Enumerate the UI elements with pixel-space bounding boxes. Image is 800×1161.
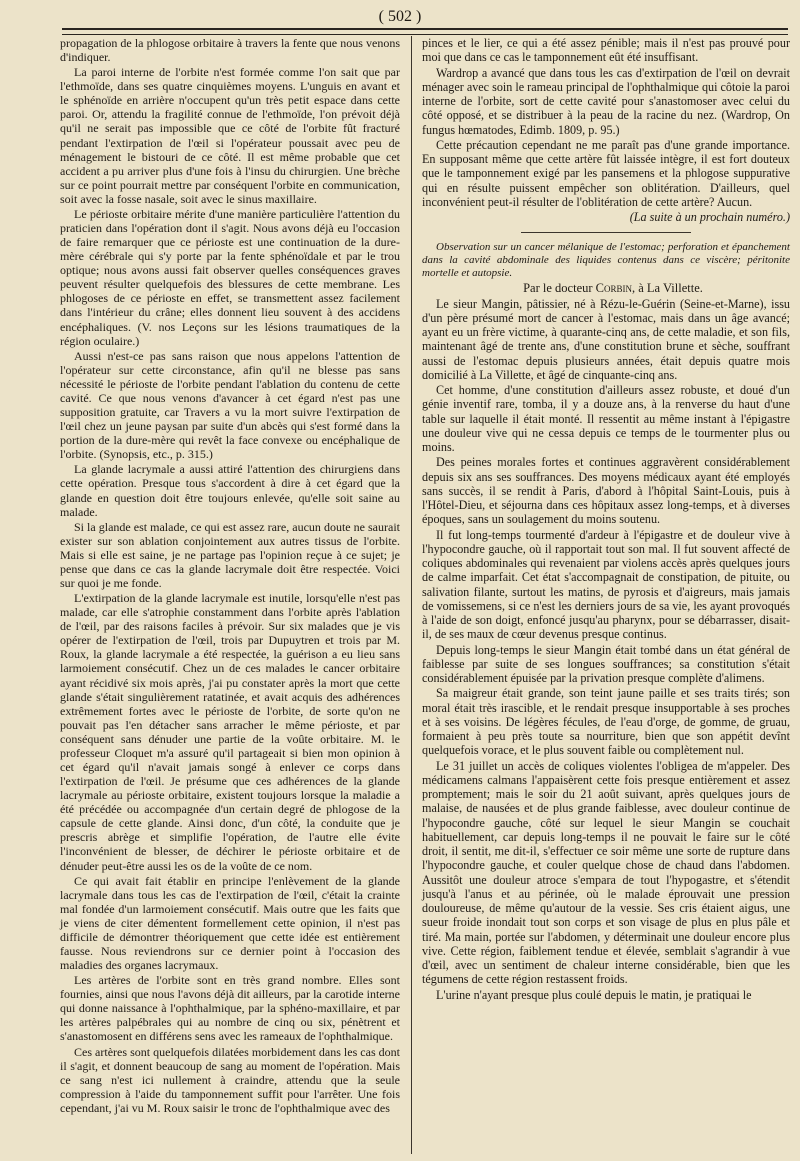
paragraph: Il fut long-temps tourmenté d'ardeur à l'épigastre et de douleur vive à l'hypocondre gauche, où il rapportait tout son mal. Il fut souvent affecté de coliques abdominales qui revenaient par violens accès après quelques jours de calme imparfait. Cet état s'accompagnait de constipation, de pituite, ou salivation filante, surtout les matins, de pyrosis et d'aigreurs, mais jamais de vomissemens, si ce n'est les derniers jours de sa vie, les ayant provoqués à l'aide de son doigt, enfoncé jusqu'au pharynx, pour se débarrasser, disait-il, de ses maux de cœur devenus presque continus. xyxy=(422,527,790,642)
page-number: ( 502 ) xyxy=(378,8,422,25)
paragraph: Le 31 juillet un accès de coliques violentes l'obligea de m'appeler. Des médicamens calmans l'appaisèrent cette fois presque entièrement et assez promptement; mais le soir du 21 août suivant, après quelques jours de malaise, de nausées et de plus grande faiblesse, avec douleur continue de l'hypocondre gauche, côté sur lequel le sieur Mangin se couchait habituellement, car depuis long-temps il ne pouvait le faire sur le côté droit, il sentit, me dit-il, s'effectuer ce soir même une sorte de rupture dans l'hypocondre gauche, et couler quelque chose de chaud dans l'abdomen. Aussitôt une douleur atroce s'empara de tout l'hypogastre, et s'étendit jusqu'à l'anus et au périnée, où le malade éprouvait une pression douloureuse, de même qu'autour de la vessie. Ses cris étaient aigus, une sueur froide inondait tout son corps et son visage de plus en plus pâle et tiré. Ma main, portée sur l'abdomen, y déterminait une douleur encore plus vive. Cette région, faiblement tendue et élevée, semblait s'agrandir à vue d'œil, avec un sentiment de chaleur interne considérable, bien que les tégumens de cette région restassent froids. xyxy=(422,758,790,987)
paragraph: L'extirpation de la glande lacrymale est inutile, lorsqu'elle n'est pas malade, car elle s'atrophie constamment dans l'orbite après l'ablation de l'œil, par des raisons faciles à prévoir. Sur six malades que je vis opérer de l'extirpation de l'œil, trois par Dupuytren et trois par M. Roux, la glande lacrymale a été respectée, la guérison a eu lieu sans larmoiement consécutif. Chez un de ces malades le cancer orbitaire ayant récidivé six mois après, j'ai pu constater après la mort que cette glande s'était singulièrement ratatinée, et avait acquis des adhérences extrêmement fortes avec le périoste de l'orbite, de sorte qu'on ne pouvait pas l'en détacher sans arracher le même périoste, et par conséquent sans dénuder une partie de la voûte orbitaire. M. le professeur Cloquet m'a assuré qu'il partageait si bien mon opinion à cet égard qu'il n'avait jamais songé à enlever ce corps dans l'extirpation de l'œil. Je présume que ces adhérences de la glande lacrymale au périoste orbitaire, existent toujours lorsque la maladie a été précédée ou accompagnée d'un certain degré de phlogose de la capsule de cette glande. Ainsi donc, d'un côté, la conduite que je prescris abrège et simplifie l'opération, de l'autre elle évite l'inconvénient de blesser, de déchirer le périoste orbitaire et de dénuder peut-être aussi les os de la voûte de ce nom. xyxy=(60,591,400,873)
paragraph: Sa maigreur était grande, son teint jaune paille et ses traits tirés; son moral était très irascible, et le rendait presque insupportable à ses proches et à ses voisins. De légères fécules, de l'eau d'orge, de gomme, de gruau, formaient à peu près toute sa nourriture, bien que son appétit devînt quelquefois vorace, et le plus souvent faible ou complètement nul. xyxy=(422,686,790,758)
right-column-continuation xyxy=(422,36,790,209)
paragraph: La paroi interne de l'orbite n'est formée comme l'on sait que par l'ethmoïde, dans ses quatre cinquièmes moyens. L'unguis en avant et le sphénoïde en arrière n'occupent qu'un très petit espace dans cette paroi. Or, attendu la fragilité connue de l'ethmoïde, l'on prévoit déjà qu'il ne serait pas impossible que ce côté de l'orbite fût fracturé pendant l'extirpation de l'œil si l'opérateur poussait avec peu de ménagement le bistouri de ce côté. Il est même probable que cet accident a pu arriver plus d'une fois à l'insu du chirurgien. Une brèche sur ce point pourrait mettre par conséquent l'orbite en communication, soit avec la fosse nasale, soit avec le sinus maxillaire. xyxy=(60,65,400,206)
paragraph: Aussi n'est-ce pas sans raison que nous appelons l'attention de l'opérateur sur cette circonstance, afin qu'il ne blesse pas sans nécessité le périoste de l'orbite pendant l'ablation du contenu de cette cavité. Ce que nous venons d'avancer à cet égard n'est pas une supposition gratuite, car Travers a vu la mort suivre l'extirpation de l'œil chez un jeune paysan par suite d'un abcès qui s'est formé dans la portion de la dure-mère qui revêt la face convexe ou encéphalique de l'orbite. (Synopsis, etc., p. 315.) xyxy=(60,348,400,462)
continuation-note: (La suite à un prochain numéro.) xyxy=(629,210,790,224)
column-divider xyxy=(411,36,412,1154)
paragraph: Des peines morales fortes et continues aggravèrent considérablement depuis six ans ses souffrances. Des moyens médicaux ayant été employés sans succès, il se rendit à Paris, d'abord à l'hôpital Saint-Louis, puis à l'Hôtel-Dieu, et séjourna dans ces hôpitaux assez long-temps, et à diverses époques, sans un soulagement du moins soutenu. xyxy=(422,455,790,527)
paragraph: propagation de la phlogose orbitaire à travers la fente que nous venons d'indiquer. xyxy=(60,36,400,65)
byline-suffix: , à La Villette. xyxy=(632,281,703,296)
header-rule xyxy=(62,28,788,35)
paragraph: Le périoste orbitaire mérite d'une manière particulière l'attention du praticien dans l'opération dont il s'agit. Nous avons déjà eu l'occasion de faire remarquer que ce périoste est une continuation de la dure-mère cérébrale qui s'y porte par la fente sphénoïdale et par le trou optique; nous avons aussi fait observer quelles conséquences graves peuvent résulter quelquefois des blessures de cette membrane. Les phlogoses de ce périoste en effet, se transmettent assez facilement dans l'intérieur du crâne; elles donnent lieu souvent à des accidens encéphaliques. (V. nos Leçons sur les lésions traumatiques de la région oculaire.) xyxy=(60,206,400,348)
paragraph: pinces et le lier, ce qui a été assez pénible; mais il n'est pas prouvé pour moi que dans ce cas le tamponnement eût été insuffisant. xyxy=(422,36,790,65)
paragraph: Cette précaution cependant ne me paraît pas d'une grande importance. En supposant même que cette artère fût laissée intègre, il est fort douteux que le tamponnement exigé par les pansemens et la phlogose suppurative qui en résulte puissent empêcher son oblitération. D'ailleurs, quel inconvénient peut-il résulter de l'oblitération de cette artère? Aucun. xyxy=(422,137,790,209)
paragraph: L'urine n'ayant presque plus coulé depuis le matin, je pratiquai le xyxy=(436,987,752,1002)
byline-prefix: Par le docteur xyxy=(523,281,596,296)
paragraph: Le sieur Mangin, pâtissier, né à Rézu-le-Guérin (Seine-et-Marne), issu d'un père présumé mort de cancer à l'estomac, mais dans un âge avancé; ayant eu un frère victime, à quarante-cinq ans, de cette maladie, et son fils, maintenant âgé de trente ans, d'une constitution brune et sèche, souffrant aussi de l'estomac depuis plusieurs années, était depuis quatre mois domicilié à La Villette, et âgé de cinquante-cinq ans. xyxy=(422,296,790,382)
byline-author: Corbin xyxy=(595,281,632,296)
left-column xyxy=(60,36,400,1116)
paragraph: Depuis long-temps le sieur Mangin était tombé dans un état général de faiblesse par suite de ses longues souffrances; sa constitution s'était considérablement épuisée par la privation presque complète d'alimens. xyxy=(422,642,790,685)
paragraph: Ce qui avait fait établir en principe l'enlèvement de la glande lacrymale dans tous les cas de l'extirpation de l'œil, c'était la crainte mal fondée d'un larmoiement consécutif. Mais outre que les faits que je viens de citer démentent formellement cette opinion, il n'est pas difficile de démontrer théoriquement que cette idée est entièrement fausse. Nous reviendrons sur ce dernier point à l'occasion des maladies des organes lacrymaux. xyxy=(60,873,400,973)
right-column xyxy=(422,36,790,1003)
observation-body xyxy=(422,297,790,1002)
paragraph: Les artères de l'orbite sont en très grand nombre. Elles sont fournies, ainsi que nous l'avons déjà dit ailleurs, par la carotide interne qui donne naissance à l'ophthalmique, par la sphéno-maxillaire, et par les artères palpébrales qui au nombre de cinq ou six, pénètrent et s'anastomosent en différens sens avec les rameaux de l'ophthalmique. xyxy=(60,973,400,1044)
paragraph: Wardrop a avancé que dans tous les cas d'extirpation de l'œil on devrait ménager avec soin le rameau principal de l'ophthalmique qui côtoie la paroi interne de l'orbite, sort de cette cavité pour s'anastomoser avec celui du côté opposé, et se distribuer à la peau de la racine du nez. (Wardrop, On fungus hœmatodes, Edimb. 1809, p. 95.) xyxy=(422,65,790,137)
observation-title: Observation sur un cancer mélanique de l'estomac; perforation et épanchement dans la cavité abdominale des liquides contenus dans ce viscère; péritonite mortelle et autopsie. xyxy=(422,241,790,280)
paragraph: La glande lacrymale a aussi attiré l'attention des chirurgiens dans cette opération. Presque tous s'accordent à dire à cet égard que la glande en question doit être toujours enlevée, qu'elle soit saine au malade. xyxy=(60,462,400,519)
paragraph: Ces artères sont quelquefois dilatées morbidement dans les cas dont il s'agit, et donnent beaucoup de sang au moment de l'opération. Mais ce sang n'est ici nullement à craindre, attendu que la seule compression à l'aide du tamponnement suffit pour l'arrêter. Une fois cependant, j'ai vu M. Roux saisir le tronc de l'ophthalmique avec des xyxy=(60,1044,400,1115)
article-separator xyxy=(521,232,691,233)
paragraph: Cet homme, d'une constitution d'ailleurs assez robuste, et doué d'un génie inventif rare, tomba, il y a douze ans, à la renverse du haut d'une table sur laquelle il était monté. Il ressentit au même instant à l'épigastre une douleur vive qui ne cessa depuis ce temps de le tourmenter plus ou moins. xyxy=(422,383,790,454)
byline xyxy=(422,281,790,295)
paragraph: Si la glande est malade, ce qui est assez rare, aucun doute ne saurait exister sur son ablation conjointement aux autres tissus de l'orbite. Mais si elle est saine, je ne partage pas l'opinion reçue à ce sujet; je pense que dans ce cas la glande lacrymale doit être respectée. Voici sur quoi je me fonde. xyxy=(60,519,400,590)
